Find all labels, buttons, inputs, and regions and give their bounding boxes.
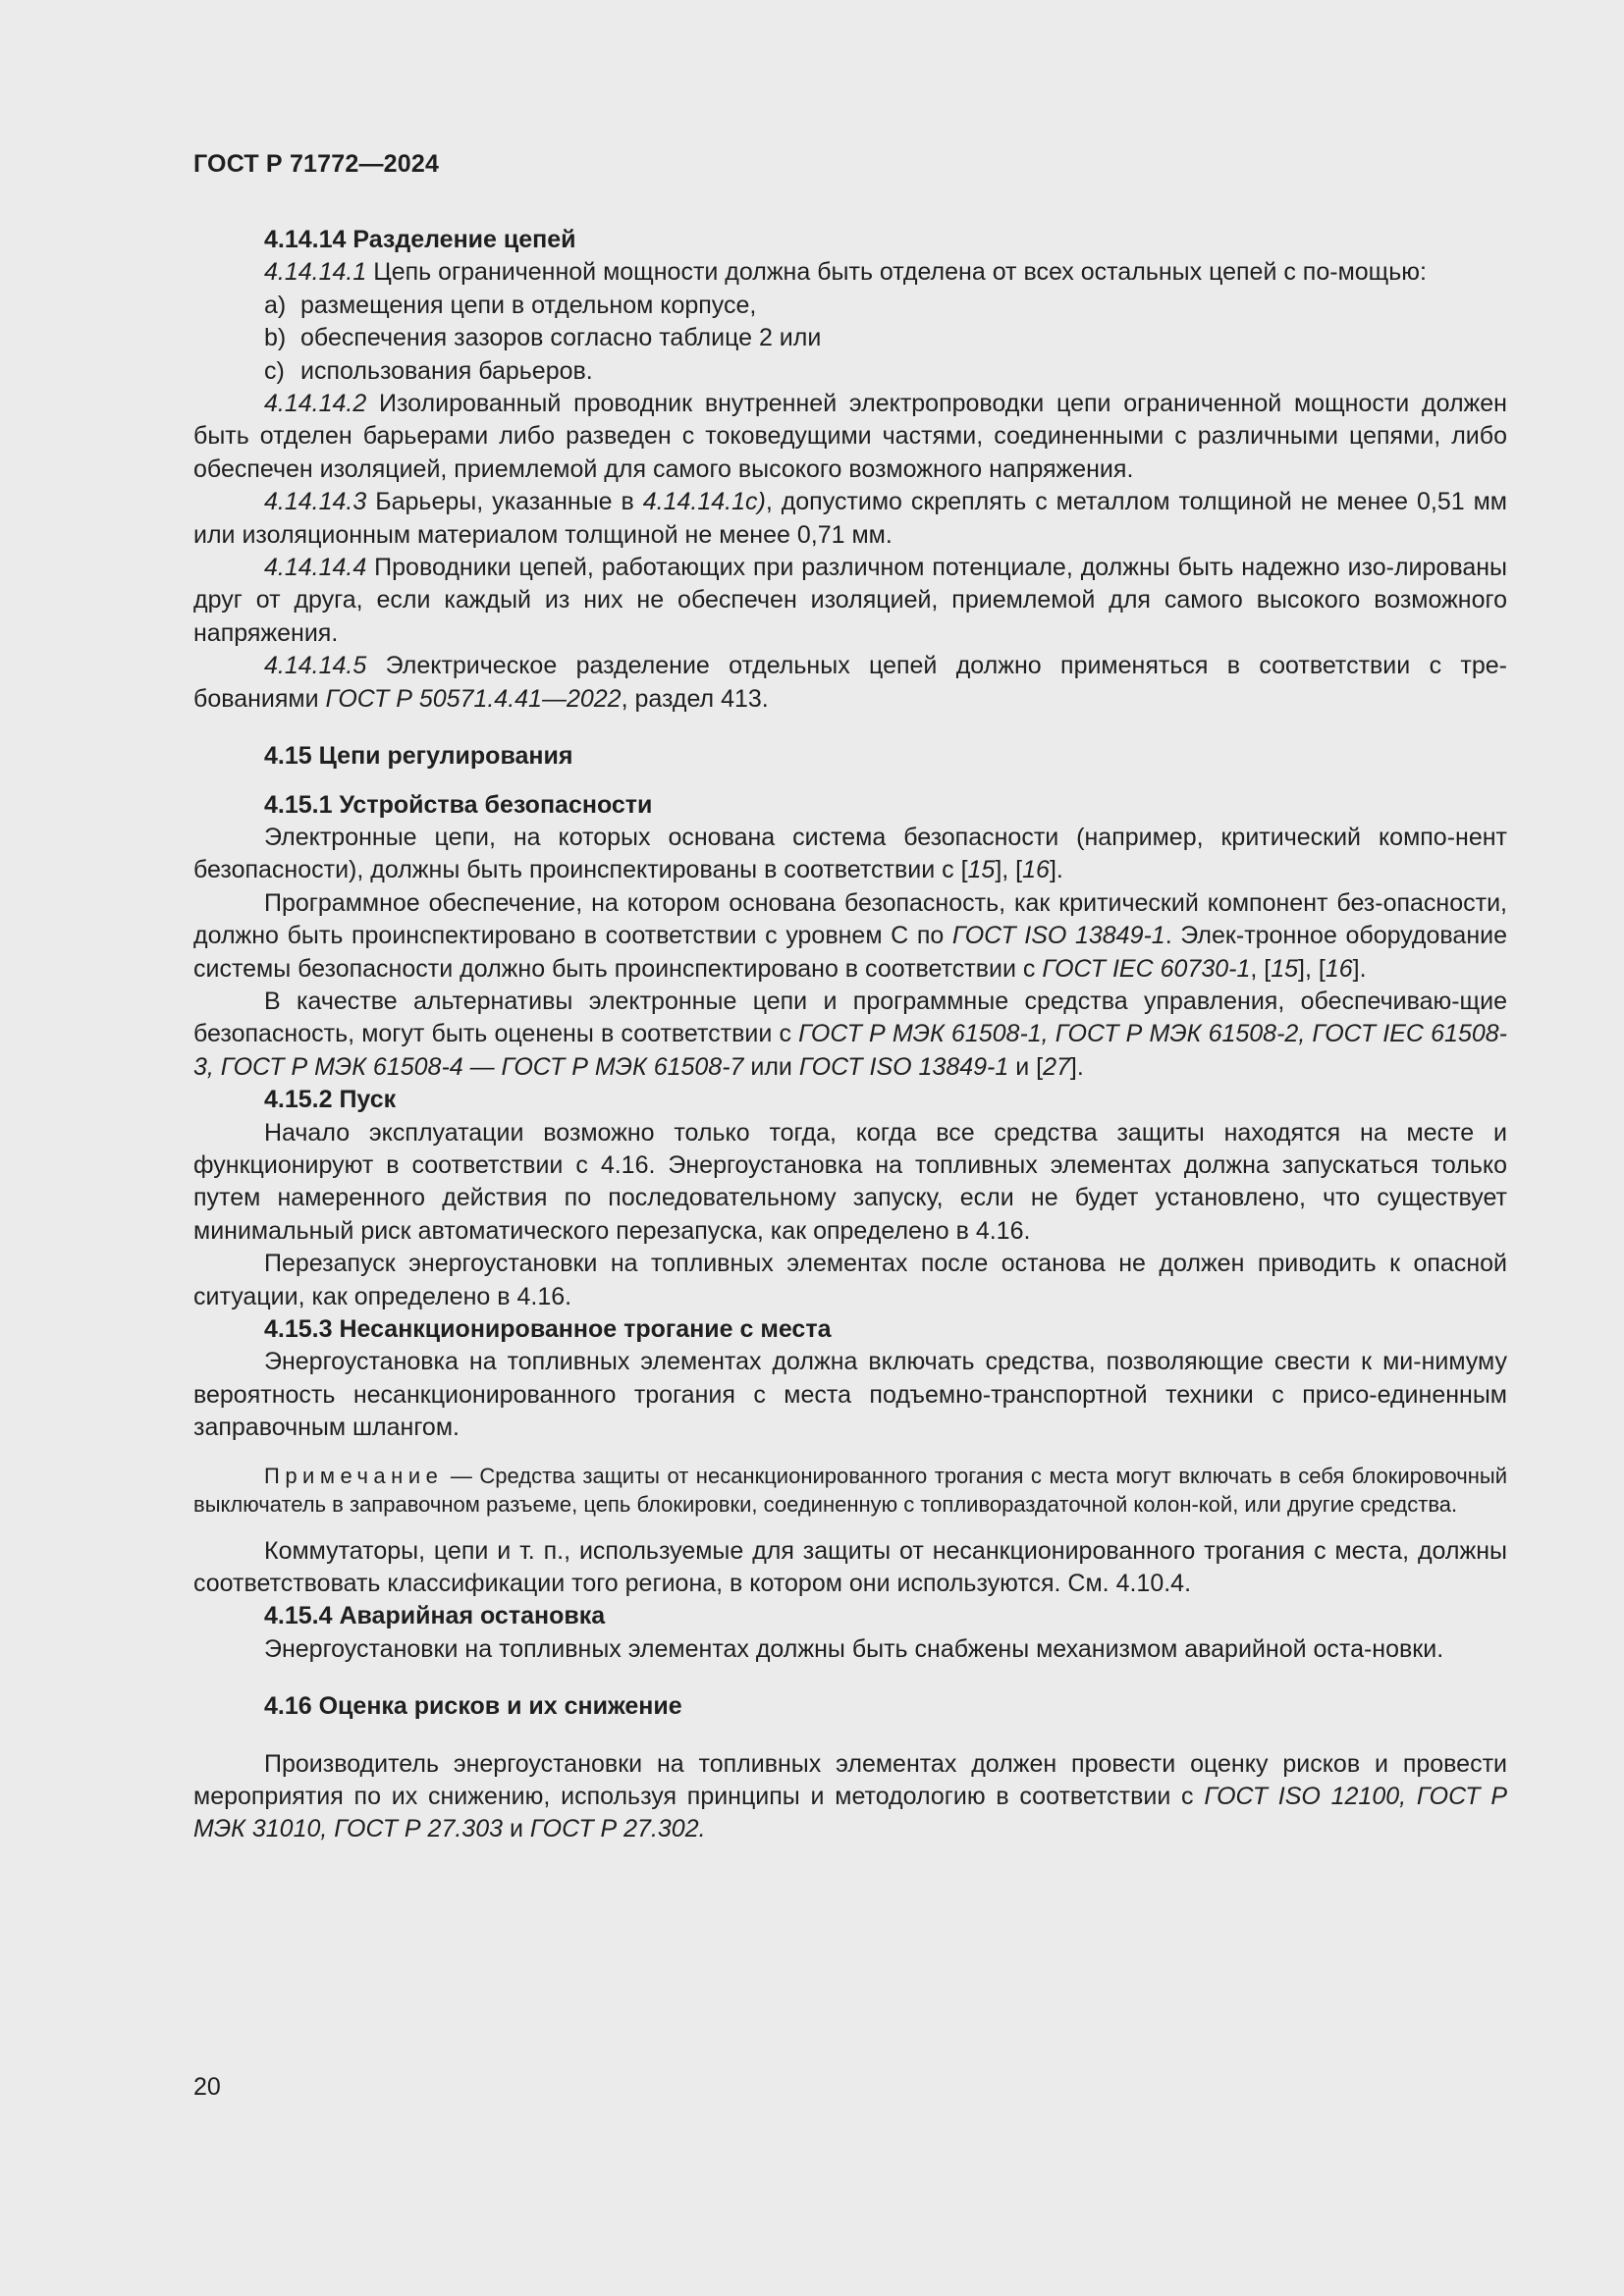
- standard-reference: ГОСТ IEC 60730-1: [1042, 954, 1251, 983]
- paragraph-text: . Элек-тронное оборудование системы безопасности должно быть проинспектировано в соответствии с: [193, 922, 1507, 983]
- clause-number: 4.14.14.3: [264, 488, 367, 516]
- paragraph-4-14-14-5: [193, 650, 1507, 716]
- heading-4-15: 4.15 Цепи регулирования: [264, 742, 573, 771]
- heading-4-15-4: 4.15.4 Аварийная остановка: [264, 1602, 606, 1630]
- clause-number: 4.14.14.5: [264, 652, 367, 680]
- paragraph-text: ].: [1352, 954, 1367, 983]
- paragraph-text: или: [743, 1052, 799, 1081]
- document-body: [193, 224, 1507, 1846]
- paragraph-text: , допустимо скреплять с металлом толщиной не менее 0,51 мм или изоляционным материалом толщиной не менее 0,71 мм.: [193, 488, 1507, 549]
- heading-4-16: 4.16 Оценка рисков и их снижение: [264, 1692, 682, 1721]
- paragraph-4-15-1-c: [193, 986, 1507, 1084]
- clause-number: 4.14.14.2: [264, 390, 367, 418]
- paragraph-text: ], [: [1298, 954, 1326, 983]
- paragraph-4-15-1-a: [193, 822, 1507, 887]
- standard-reference: ГОСТ ISO 13849-1: [951, 922, 1165, 950]
- paragraph-text: Проводники цепей, работающих при различном потенциале, должны быть надежно изо-лированы друг от друга, если каждый из них не обеспечен изоляцией, приемлемой для самого высокого возможного напряжения.: [193, 554, 1507, 647]
- standard-reference: ГОСТ Р 50571.4.41—2022: [325, 684, 622, 713]
- list-marker: a): [264, 291, 287, 319]
- clause-number: 4.14.14.1: [264, 258, 367, 287]
- paragraph-text: Барьеры, указанные в: [366, 488, 643, 516]
- paragraph-text: Электрическое разделение отдельных цепей должно применяться в соответствии с тре-бованиями: [193, 652, 1507, 713]
- paragraph-4-14-14-3: [193, 486, 1507, 552]
- paragraph-text: ], [: [995, 856, 1023, 884]
- paragraph-4-15-1-b: [193, 887, 1507, 986]
- paragraph-4-15-3-b: Коммутаторы, цепи и т. п., используемые для защиты от несанкционированного трогания с места, должны соответствовать классификации того региона, в котором они используются. См. 4.10.4.: [193, 1536, 1507, 1598]
- paragraph-text: Программное обеспечение, на котором основана безопасность, как критический компонент без-опасности, должно быть проинспектировано в соответствии с уровнем С по: [193, 888, 1507, 950]
- list-item: [193, 322, 1507, 354]
- note: [193, 1462, 1507, 1519]
- paragraph-text: В качестве альтернативы электронные цепи и программные средства управления, обеспечиваю-щие безопасность, могут быть оценены в соответствии с: [193, 987, 1507, 1048]
- bibliography-reference: 15: [1271, 954, 1299, 983]
- paragraph-text: Цепь ограниченной мощности должна быть отделена от всех остальных цепей с по-мощью:: [366, 258, 1427, 287]
- bibliography-reference: 16: [1325, 954, 1353, 983]
- page-number: 20: [193, 2073, 221, 2101]
- standard-reference: ГОСТ Р МЭК 61508-1, ГОСТ Р МЭК 61508-2, ГОСТ IEC 61508-3, ГОСТ Р МЭК 61508-4 — ГОСТ Р МЭК 61508-7: [193, 1020, 1507, 1081]
- paragraph-4-14-14-1: [193, 256, 1507, 289]
- paragraph-text: ].: [1049, 856, 1063, 884]
- heading-4-15-1: 4.15.1 Устройства безопасности: [264, 790, 653, 819]
- list-item-text: использования барьеров.: [300, 356, 593, 385]
- paragraph-4-14-14-4: [193, 552, 1507, 650]
- paragraph-text: , [: [1250, 954, 1272, 983]
- bibliography-reference: 15: [967, 856, 996, 884]
- paragraph-4-15-4: Энергоустановки на топливных элементах должны быть снабжены механизмом аварийной оста-новки.: [264, 1634, 1444, 1663]
- list-item-text: размещения цепи в отдельном корпусе,: [300, 291, 757, 319]
- paragraph-text: и: [503, 1815, 530, 1843]
- standard-reference: ГОСТ Р 27.302.: [529, 1815, 706, 1843]
- heading-4-14-14: 4.14.14 Разделение цепей: [264, 226, 576, 253]
- list-marker: c): [264, 356, 285, 385]
- paragraph-4-15-3-a: Энергоустановка на топливных элементах должна включать средства, позволяющие свести к ми-нимуму вероятность несанкционированного трогания с места подъемно-транспортной техники с присо-единенным заправочным шлангом.: [193, 1348, 1507, 1442]
- heading-4-15-3: 4.15.3 Несанкционированное трогание с места: [264, 1315, 832, 1343]
- paragraph-text: Производитель энергоустановки на топливных элементах должен провести оценку рисков и провести мероприятия по их снижению, используя принципы и методологию в соответствии с: [193, 1749, 1507, 1811]
- paragraph-text: ].: [1069, 1052, 1084, 1081]
- standard-reference: ГОСТ ISO 13849-1: [798, 1052, 1009, 1081]
- paragraph-4-15-2-a: Начало эксплуатации возможно только тогда, когда все средства защиты находятся на месте и функционируют в соответствии с 4.16. Энергоустановка на топливных элементах должна запускаться только путем намеренного действия по последовательному запуску, если не будет установлено, что существует минимальный риск автоматического перезапуска, как определено в 4.16.: [193, 1118, 1507, 1245]
- clause-number: 4.14.14.4: [264, 554, 367, 582]
- list-item-text: обеспечения зазоров согласно таблице 2 или: [300, 324, 822, 352]
- list-marker: b): [264, 324, 287, 352]
- paragraph-text: Электронные цепи, на которых основана система безопасности (например, критический компо-нент безопасности), должны быть проинспектированы в соответствии с [: [193, 823, 1507, 884]
- clause-reference: 4.14.14.1c): [642, 488, 766, 516]
- paragraph-text: , раздел 413.: [621, 684, 769, 713]
- paragraph-text: и [: [1008, 1052, 1044, 1081]
- list-item: [193, 355, 1507, 388]
- bibliography-reference: 16: [1022, 856, 1050, 884]
- paragraph-4-14-14-2: [193, 388, 1507, 486]
- standard-reference: ГОСТ ISO 12100, ГОСТ Р МЭК 31010, ГОСТ Р 27.303: [193, 1783, 1507, 1843]
- document-code: ГОСТ Р 71772—2024: [193, 150, 440, 178]
- note-label: Примечание: [264, 1463, 444, 1488]
- heading-4-15-2: 4.15.2 Пуск: [264, 1086, 397, 1114]
- bibliography-reference: 27: [1043, 1052, 1070, 1081]
- paragraph-4-15-2-b: Перезапуск энергоустановки на топливных элементах после останова не должен приводить к опасной ситуации, как определено в 4.16.: [193, 1250, 1507, 1310]
- paragraph-4-16: [193, 1748, 1507, 1846]
- list-item: [193, 290, 1507, 322]
- paragraph-text: Изолированный проводник внутренней электропроводки цепи ограниченной мощности должен быть отделен барьерами либо разведен с токоведущими частями, соединенными с различными цепями, либо обеспечен изоляцией, приемлемой для самого высокого возможного напряжения.: [193, 390, 1507, 483]
- note-text: — Средства защиты от несанкционированного трогания с места могут включать в себя блокировочный выключатель в заправочном разъеме, цепь блокировки, соединенную с топливораздаточной колон-кой, или другие средства.: [193, 1463, 1507, 1517]
